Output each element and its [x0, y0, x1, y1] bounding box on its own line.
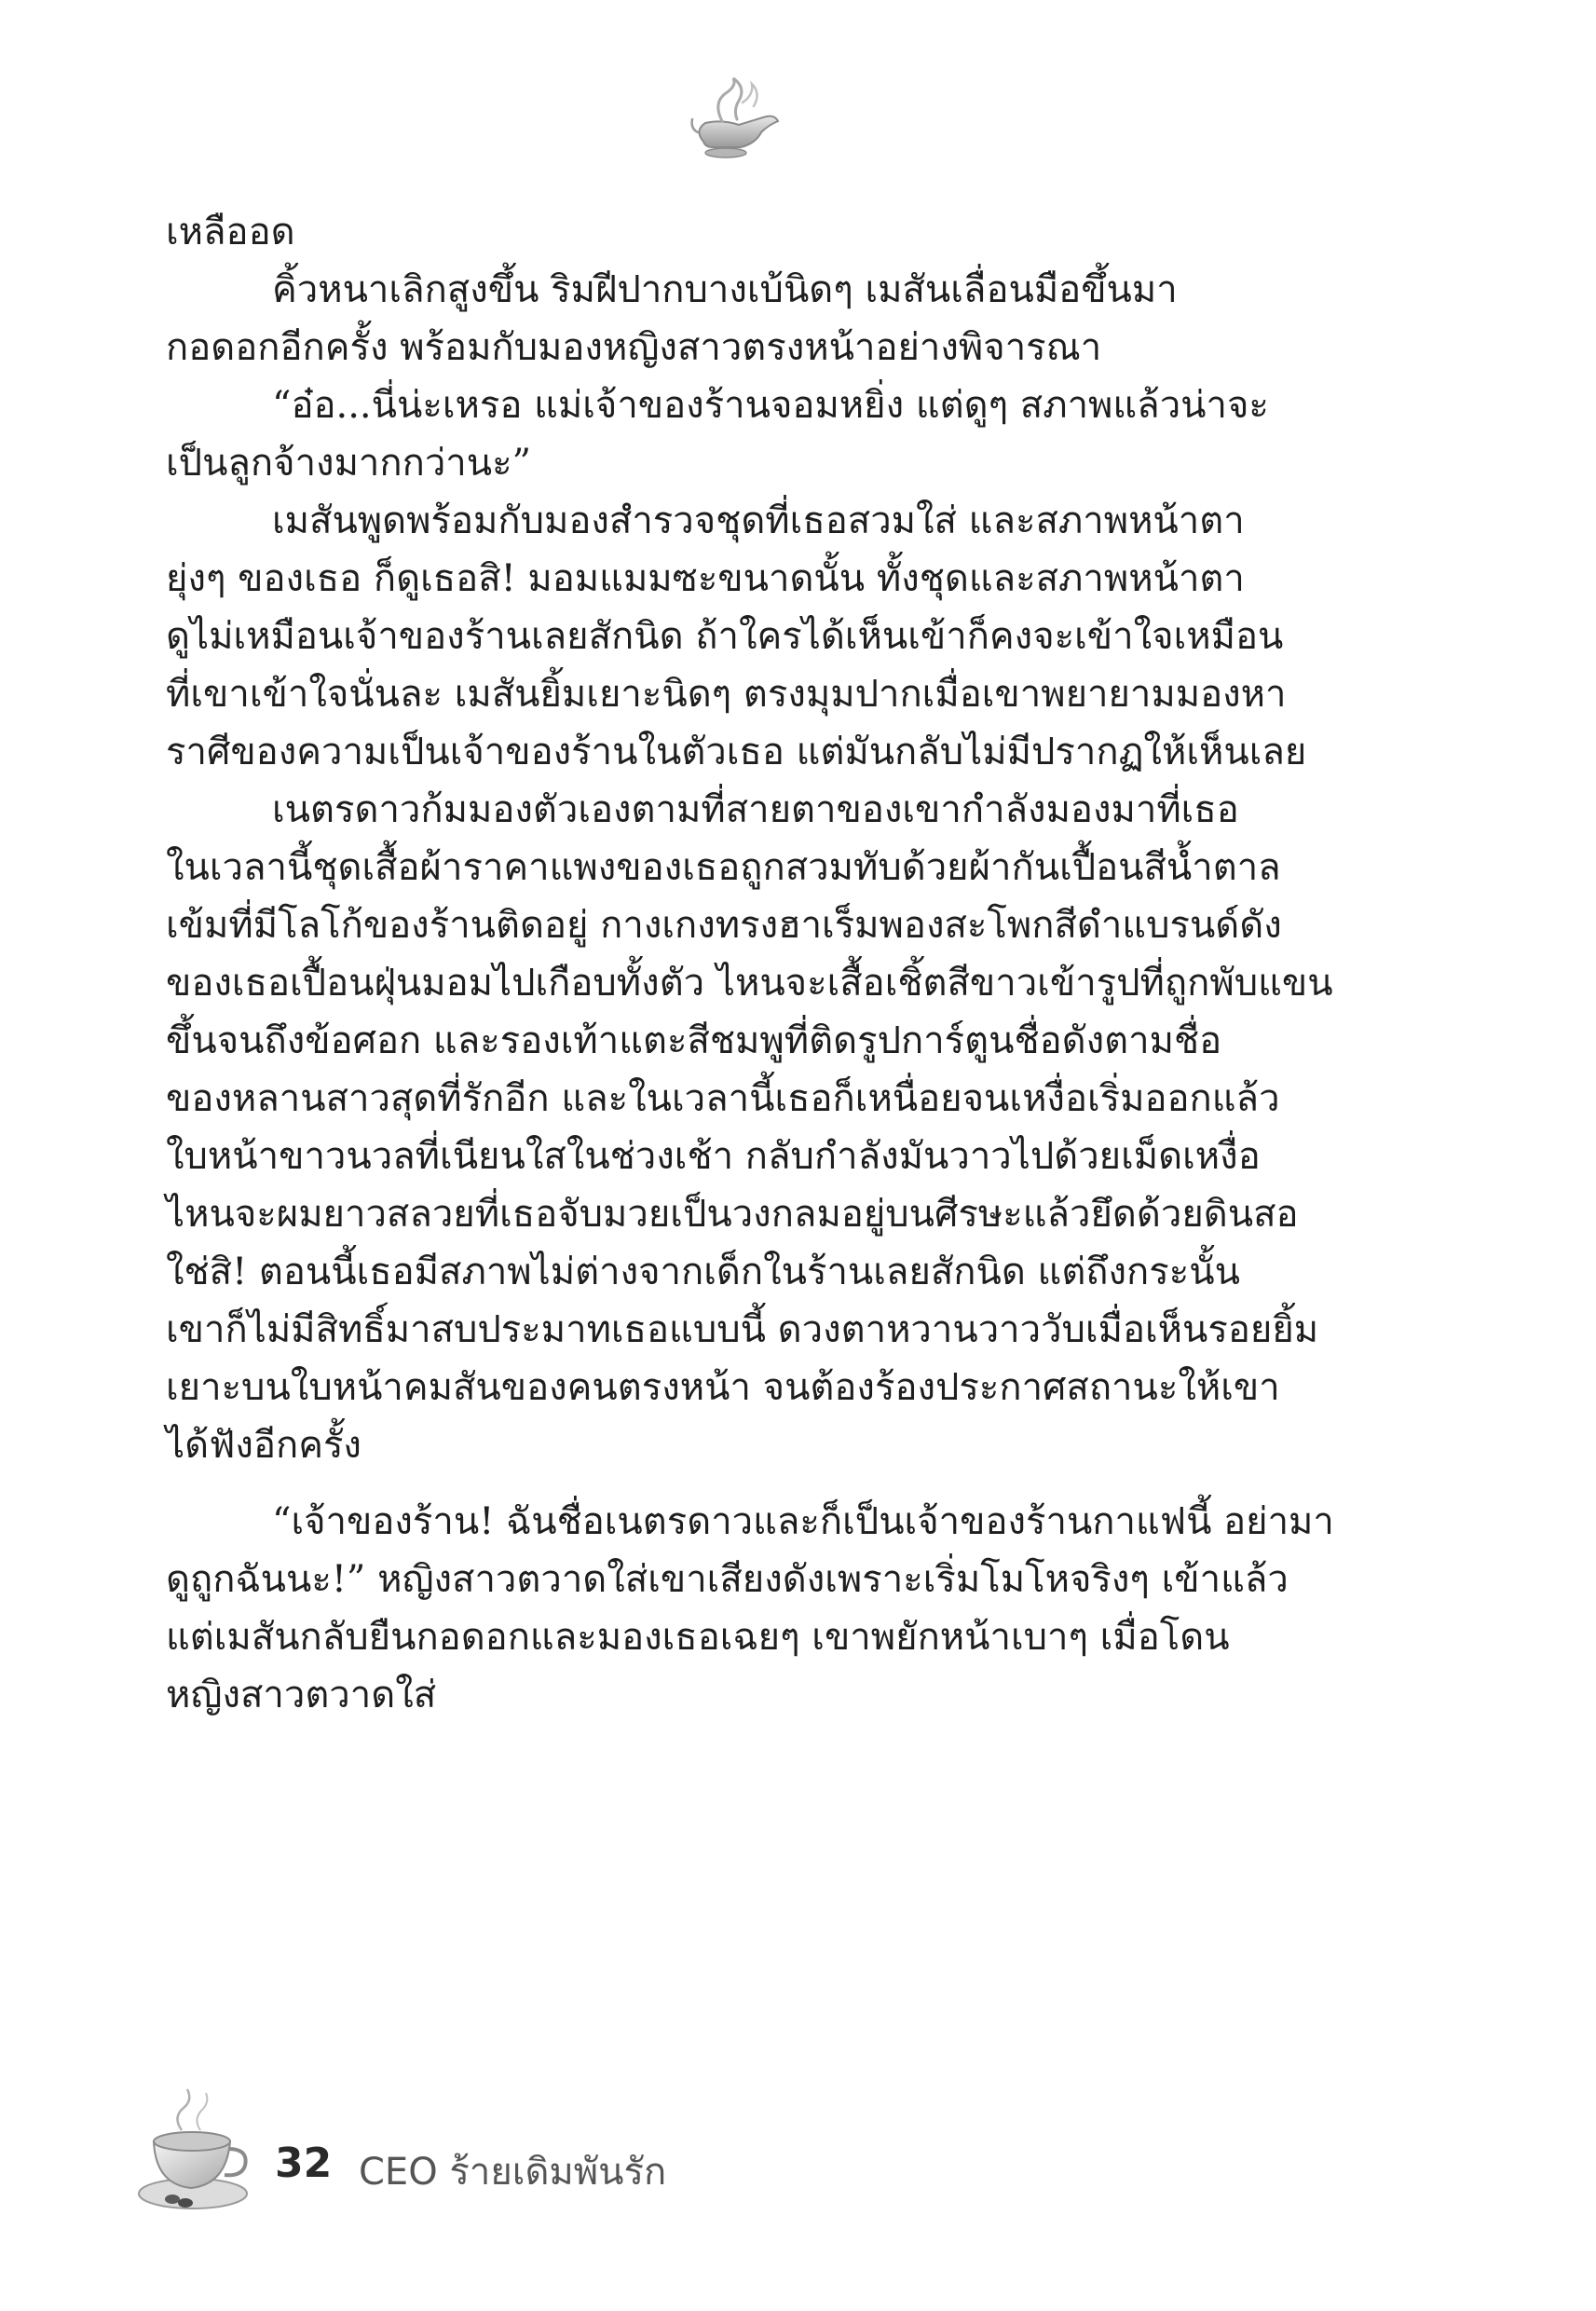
- page-number: 32: [275, 2140, 333, 2187]
- paragraph-line: เหลืออด: [166, 211, 295, 253]
- paragraph-line: ดูถูกฉันนะ!” หญิงสาวตวาดใส่เขาเสียงดังเพราะเริ่มโมโหจริงๆ เข้าแล้ว: [166, 1558, 1289, 1601]
- paragraph-line: ของหลานสาวสุดที่รักอีก และในเวลานี้เธอก็เหนื่อยจนเหงื่อเริ่มออกแล้ว: [166, 1077, 1280, 1120]
- paragraph-line: ใช่สิ! ตอนนี้เธอมีสภาพไม่ต่างจากเด็กในร้านเลยสักนิด แต่ถึงกระนั้น: [166, 1251, 1240, 1293]
- paragraph-line: แต่เมสันกลับยืนกอดอกและมองเธอเฉยๆ เขาพยักหน้าเบาๆ เมื่อโดน: [166, 1616, 1230, 1659]
- paragraph-line: เยาะบนใบหน้าคมสันของคนตรงหน้า จนต้องร้องประกาศสถานะให้เขา: [166, 1366, 1280, 1409]
- paragraph-line: หญิงสาวตวาดใส่: [166, 1674, 437, 1716]
- coffee-cup-icon: [135, 2084, 275, 2223]
- paragraph-line: เมสันพูดพร้อมกับมองสำรวจชุดที่เธอสวมใส่ และสภาพหน้าตา: [272, 499, 1245, 542]
- paragraph-line: เข้มที่มีโลโก้ของร้านติดอยู่ กางเกงทรงฮาเร็มพองสะโพกสีดำแบรนด์ดัง: [166, 904, 1282, 947]
- paragraph-line: ไหนจะผมยาวสลวยที่เธอจับมวยเป็นวงกลมอยู่บนศีรษะแล้วยึดด้วยดินสอ: [166, 1193, 1299, 1236]
- book-title: CEO ร้ายเดิมพันรัก: [359, 2151, 667, 2194]
- page-footer: [135, 2084, 787, 2223]
- paragraph-line: ใบหน้าขาวนวลที่เนียนใสในช่วงเช้า กลับกำลังมันวาวไปด้วยเม็ดเหงื่อ: [166, 1135, 1261, 1178]
- paragraph-line: เขาก็ไม่มีสิทธิ์มาสบประมาทเธอแบบนี้ ดวงตาหวานวาววับเมื่อเห็นรอยยิ้ม: [166, 1308, 1319, 1351]
- paragraph-line: ดูไม่เหมือนเจ้าของร้านเลยสักนิด ถ้าใครได้เห็นเข้าก็คงจะเข้าใจเหมือน: [166, 615, 1284, 658]
- paragraph-line: กอดอกอีกครั้ง พร้อมกับมองหญิงสาวตรงหน้าอย่างพิจารณา: [166, 326, 1102, 369]
- paragraph-line: “เจ้าของร้าน! ฉันชื่อเนตรดาวและก็เป็นเจ้าของร้านกาแฟนี้ อย่ามา: [272, 1500, 1334, 1543]
- paragraph-line: ยุ่งๆ ของเธอ ก็ดูเธอสิ! มอมแมมซะขนาดนั้น ทั้งชุดและสภาพหน้าตา: [166, 557, 1245, 600]
- paragraph-line: ได้ฟังอีกครั้ง: [166, 1424, 361, 1467]
- paragraph-line: คิ้วหนาเลิกสูงขึ้น ริมฝีปากบางเบ้นิดๆ เมสันเลื่อนมือขึ้นมา: [272, 268, 1178, 311]
- paragraph-line: “อ๋อ...นี่น่ะเหรอ แม่เจ้าของร้านจอมหยิ่ง แต่ดูๆ สภาพแล้วน่าจะ: [272, 384, 1269, 427]
- paragraph-line: เป็นลูกจ้างมากกว่านะ”: [166, 442, 532, 485]
- paragraph-line: ที่เขาเข้าใจนั่นละ เมสันยิ้มเยาะนิดๆ ตรงมุมปากเมื่อเขาพยายามมองหา: [166, 673, 1287, 716]
- paragraph-line: ของเธอเปื้อนฝุ่นมอมไปเกือบทั้งตัว ไหนจะเสื้อเชิ้ตสีขาวเข้ารูปที่ถูกพับแขน: [166, 962, 1333, 1005]
- paragraph-line: เนตรดาวก้มมองตัวเองตามที่สายตาของเขากำลังมองมาที่เธอ: [272, 788, 1239, 831]
- paragraph-line: ราศีของความเป็นเจ้าของร้านในตัวเธอ แต่มันกลับไม่มีปรากฏให้เห็นเลย: [166, 731, 1307, 773]
- paragraph-line: ในเวลานี้ชุดเสื้อผ้าราคาแพงของเธอถูกสวมทับด้วยผ้ากันเปื้อนสีน้ำตาล: [166, 846, 1281, 889]
- paragraph-line: ขึ้นจนถึงข้อศอก และรองเท้าแตะสีชมพูที่ติดรูปการ์ตูนชื่อดังตามชื่อ: [166, 1019, 1222, 1062]
- genie-lamp-icon: [685, 75, 787, 168]
- body-text: [166, 203, 1334, 1724]
